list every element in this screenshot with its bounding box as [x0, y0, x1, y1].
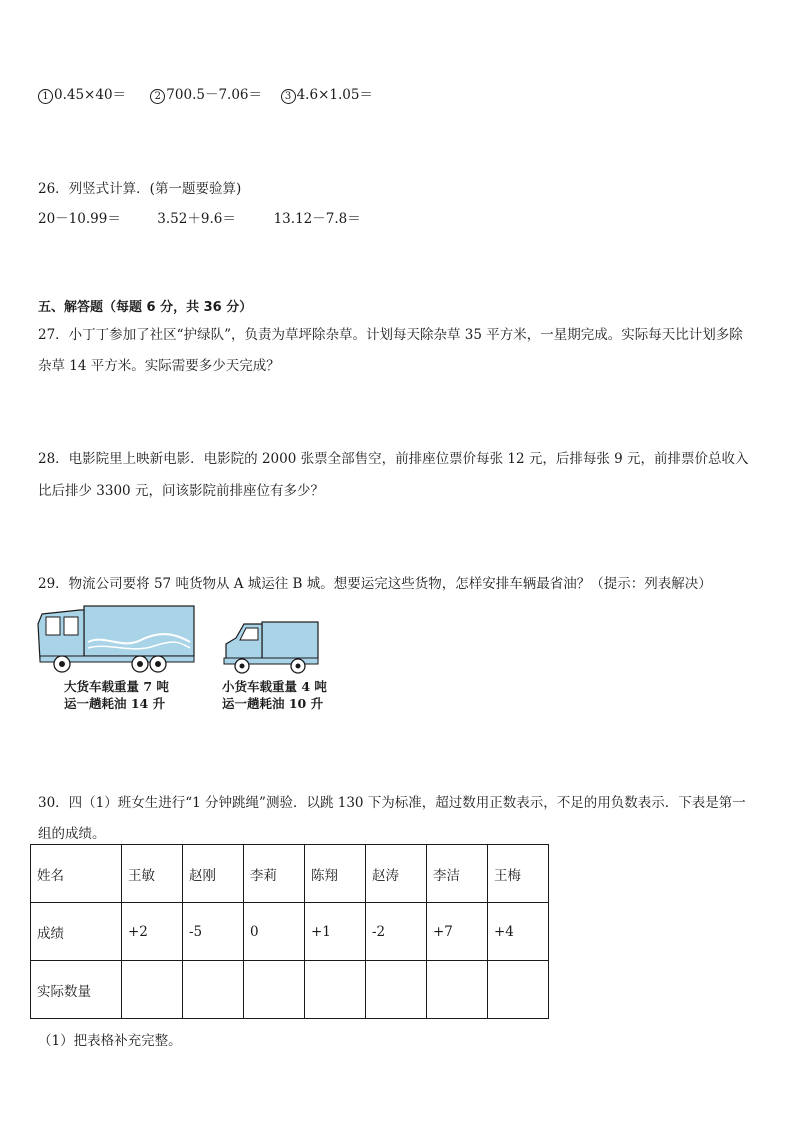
- answer-cell[interactable]: [366, 961, 427, 1019]
- table-cell: 王敏: [122, 845, 183, 903]
- table-row: [31, 845, 549, 903]
- small-truck-icon: [222, 618, 322, 680]
- section-title: 五、解答题（每题 6 分，共 36 分）: [38, 300, 253, 315]
- q30-line1: 30．四（1）班女生进行“1 分钟跳绳”测验．以跳 130 下为标准，超过数用正数表示，不足的用负数表示．下表是第一: [38, 795, 746, 811]
- answer-cell[interactable]: [488, 961, 549, 1019]
- q25-expr: 0.45×40＝: [54, 87, 127, 103]
- table-cell: -5: [183, 903, 244, 961]
- caption-line: 大货车载重量 7 吨: [64, 679, 169, 694]
- q25-item-1: [38, 83, 146, 104]
- q28-line1: 28．电影院里上映新电影．电影院的 2000 张票全部售空，前排座位票价每张 12 元，后排每张 9 元，前排票价总收入: [38, 451, 749, 467]
- answer-cell[interactable]: [305, 961, 366, 1019]
- q25-item-3: [281, 83, 373, 104]
- table-cell: 李洁: [427, 845, 488, 903]
- table-cell: +4: [488, 903, 549, 961]
- q25-item-2: [150, 83, 276, 104]
- row-header: 姓名: [31, 845, 122, 903]
- row-header: 实际数量: [31, 961, 122, 1019]
- q27-line2: 杂草 14 平方米。实际需要多少天完成？: [38, 358, 280, 374]
- q26-item: 3.52＋9.6＝: [157, 211, 236, 227]
- q26-title: 26．列竖式计算．(第一题要验算): [38, 181, 242, 197]
- q25-expr: 4.6×1.05＝: [296, 87, 373, 103]
- table-cell: +1: [305, 903, 366, 961]
- table-row: [31, 961, 549, 1019]
- row-header: 成绩: [31, 903, 122, 961]
- q26-row: [38, 207, 361, 227]
- q26-item: 13.12－7.8＝: [273, 211, 361, 227]
- caption-line: 小货车载重量 4 吨: [222, 679, 327, 694]
- score-table: [30, 844, 549, 1019]
- answer-cell[interactable]: [427, 961, 488, 1019]
- q25-expr: 700.5－7.06＝: [166, 87, 263, 103]
- q29-line1: 29．物流公司要将 57 吨货物从 A 城运往 B 城。想要运完这些货物，怎样安排车辆最省油？（提示：列表解决）: [38, 576, 712, 592]
- circled-number: 2: [150, 89, 165, 104]
- table-cell: 陈翔: [305, 845, 366, 903]
- q30-sub1: （1）把表格补充完整。: [38, 1033, 182, 1049]
- small-truck-caption: [222, 678, 327, 712]
- table-cell: -2: [366, 903, 427, 961]
- circled-number: 1: [38, 89, 53, 104]
- table-cell: 0: [244, 903, 305, 961]
- table-cell: +2: [122, 903, 183, 961]
- answer-cell[interactable]: [122, 961, 183, 1019]
- q27-line1: 27．小丁丁参加了社区“护绿队”，负责为草坪除杂草。计划每天除杂草 35 平方米，一星期完成。实际每天比计划多除: [38, 327, 743, 343]
- table-cell: 李莉: [244, 845, 305, 903]
- big-truck-icon: [36, 604, 198, 674]
- caption-line: 运一趟耗油 14 升: [64, 696, 166, 711]
- table-row: [31, 903, 549, 961]
- q26-item: 20－10.99＝: [38, 211, 121, 227]
- table-cell: 赵涛: [366, 845, 427, 903]
- circled-number: 3: [281, 89, 296, 104]
- q28-line2: 比后排少 3300 元，问该影院前排座位有多少？: [38, 483, 324, 499]
- truck-illustration: [36, 604, 336, 714]
- big-truck-caption: [64, 678, 169, 712]
- table-cell: +7: [427, 903, 488, 961]
- table-cell: 王梅: [488, 845, 549, 903]
- caption-line: 运一趟耗油 10 升: [222, 696, 324, 711]
- answer-cell[interactable]: [183, 961, 244, 1019]
- table-cell: 赵刚: [183, 845, 244, 903]
- answer-cell[interactable]: [244, 961, 305, 1019]
- q30-line2: 组的成绩。: [38, 826, 106, 842]
- q25-row: [38, 83, 373, 104]
